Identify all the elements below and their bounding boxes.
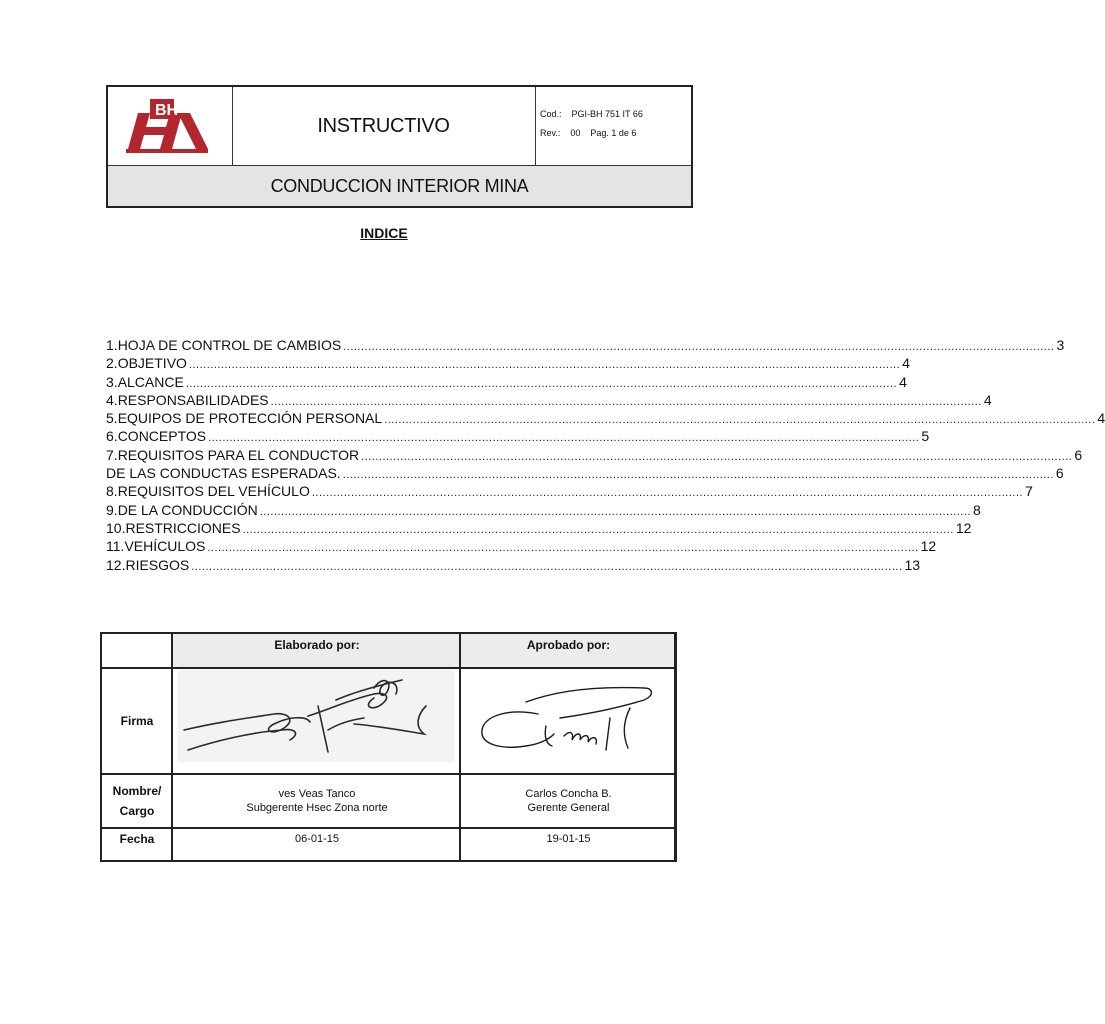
col-header-approved: Aprobado por: <box>526 638 611 652</box>
row-header-nombre-line1: Nombre/ <box>112 784 162 798</box>
toc-number: 7. <box>106 446 118 463</box>
toc-number: 11. <box>106 538 125 555</box>
toc-entry[interactable] <box>106 501 981 520</box>
toc-number: 5. <box>106 410 118 427</box>
toc-page-number: 6 <box>1055 465 1064 482</box>
toc-entry[interactable] <box>106 391 992 410</box>
toc-label: CONCEPTOS <box>117 428 207 445</box>
row-header-fecha: Fecha <box>119 832 155 846</box>
toc-entry[interactable] <box>106 538 937 556</box>
toc-entry[interactable] <box>106 465 1064 483</box>
toc-leader-dots: ........................................................................................................................................................................................................ <box>207 542 919 555</box>
elaborated-name: ves Veas Tanco <box>278 788 356 800</box>
toc-page-number: 7 <box>1025 483 1033 500</box>
toc-label: ALCANCE <box>117 373 184 390</box>
toc-leader-dots: ........................................................................................................................................................................................................ <box>208 432 920 445</box>
logo-text: BH <box>155 102 179 119</box>
table-of-contents <box>106 337 1105 575</box>
toc-page-number: 8 <box>972 501 981 518</box>
toc-leader-dots: ........................................................................................................................................................................................................ <box>311 487 1024 500</box>
toc-entry[interactable] <box>106 446 1083 465</box>
toc-entry[interactable] <box>106 556 921 575</box>
toc-leader-dots: ........................................................................................................................................................................................................ <box>342 469 1054 482</box>
toc-page-number: 5 <box>921 428 930 445</box>
toc-number: 3. <box>106 373 118 390</box>
doc-subtitle: CONDUCCION INTERIOR MINA <box>108 165 691 206</box>
elaborated-date: 06-01-15 <box>294 833 340 845</box>
toc-leader-dots: ........................................................................................................................................................................................................ <box>188 359 901 372</box>
toc-label: DE LA CONDUCCIÓN <box>117 501 258 518</box>
rev-value: 00 <box>570 128 581 138</box>
approved-role: Gerente General <box>527 802 610 814</box>
approved-name: Carlos Concha B. <box>525 788 612 800</box>
toc-page-number: 12 <box>955 519 972 536</box>
row-header-nombre-line2: Cargo <box>119 804 155 818</box>
toc-label: REQUISITOS PARA EL CONDUCTOR <box>117 446 360 463</box>
toc-entry[interactable] <box>106 355 910 373</box>
handwritten-signature-1 <box>178 670 454 762</box>
toc-label: DE LAS CONDUCTAS ESPERADAS. <box>106 465 341 482</box>
handwritten-signature-2 <box>468 674 672 766</box>
toc-number: 10. <box>106 519 126 536</box>
rev-line <box>540 128 646 138</box>
toc-number: 9. <box>106 501 118 518</box>
doc-code-cell <box>536 87 691 165</box>
toc-number: 1. <box>106 337 118 353</box>
toc-entry[interactable] <box>106 337 1065 355</box>
toc-label: VEHÍCULOS <box>124 538 206 555</box>
toc-leader-dots: ........................................................................................................................................................................................................ <box>384 414 1096 427</box>
toc-leader-dots: ........................................................................................................................................................................................................ <box>361 450 1073 463</box>
toc-page-number: 4 <box>983 391 992 408</box>
toc-label: RESPONSABILIDADES <box>117 391 269 408</box>
toc-label: EQUIPOS DE PROTECCIÓN PERSONAL <box>117 410 383 427</box>
approved-name-role <box>462 775 675 827</box>
toc-leader-dots: ........................................................................................................................................................................................................ <box>191 560 903 573</box>
toc-number: 8. <box>106 483 118 500</box>
toc-page-number: 4 <box>902 355 910 372</box>
row-header-firma: Firma <box>120 714 154 728</box>
toc-label: RIESGOS <box>125 556 190 573</box>
toc-page-number: 4 <box>1097 410 1105 427</box>
table-divider <box>102 773 675 775</box>
code-value: PGI-BH 751 IT 66 <box>571 109 643 119</box>
toc-entry[interactable] <box>106 373 907 392</box>
toc-page-number: 4 <box>899 373 907 390</box>
toc-page-number: 6 <box>1074 446 1083 463</box>
signature-elaborated <box>178 670 454 762</box>
toc-number: 4. <box>106 391 118 408</box>
document-header <box>106 85 693 208</box>
col-header-elaborated: Elaborado por: <box>274 638 360 652</box>
toc-leader-dots: ........................................................................................................................................................................................................ <box>259 505 971 518</box>
toc-entry[interactable] <box>106 428 930 446</box>
toc-label: REQUISITOS DEL VEHÍCULO <box>117 483 310 500</box>
elaborated-role: Subgerente Hsec Zona norte <box>246 802 388 814</box>
toc-entry[interactable] <box>106 519 972 538</box>
toc-number: 12. <box>106 556 126 573</box>
toc-number: 6. <box>106 428 118 445</box>
row-header-nombre <box>102 775 172 827</box>
doc-type-title: INSTRUCTIVO <box>232 87 536 165</box>
rev-label: Rev.: <box>540 128 561 138</box>
elaborated-name-role <box>174 775 460 827</box>
toc-label: HOJA DE CONTROL DE CAMBIOS <box>117 337 342 353</box>
table-divider <box>102 667 675 669</box>
toc-leader-dots: ........................................................................................................................................................................................................ <box>270 395 982 408</box>
logo-cell <box>108 87 233 165</box>
approved-date: 19-01-15 <box>546 833 591 845</box>
toc-page-number: 3 <box>1056 337 1065 353</box>
toc-label: RESTRICCIONES <box>125 519 241 536</box>
page-label: Pag. 1 de 6 <box>590 128 637 138</box>
code-label: Cod.: <box>540 109 562 119</box>
toc-leader-dots: ........................................................................................................................................................................................................ <box>343 341 1055 353</box>
signature-approved <box>468 674 672 766</box>
toc-entry[interactable] <box>106 483 1033 501</box>
toc-number: 2. <box>106 355 118 372</box>
toc-label: OBJETIVO <box>117 355 187 372</box>
index-title: INDICE <box>360 225 408 241</box>
toc-entry[interactable] <box>106 410 1105 428</box>
table-divider <box>102 827 675 829</box>
code-line <box>540 109 653 119</box>
approval-table <box>100 632 677 862</box>
toc-page-number: 12 <box>920 538 937 555</box>
company-logo <box>108 87 232 165</box>
toc-leader-dots: ........................................................................................................................................................................................................ <box>185 377 898 390</box>
toc-page-number: 13 <box>904 556 921 573</box>
toc-leader-dots: ........................................................................................................................................................................................................ <box>242 523 954 536</box>
